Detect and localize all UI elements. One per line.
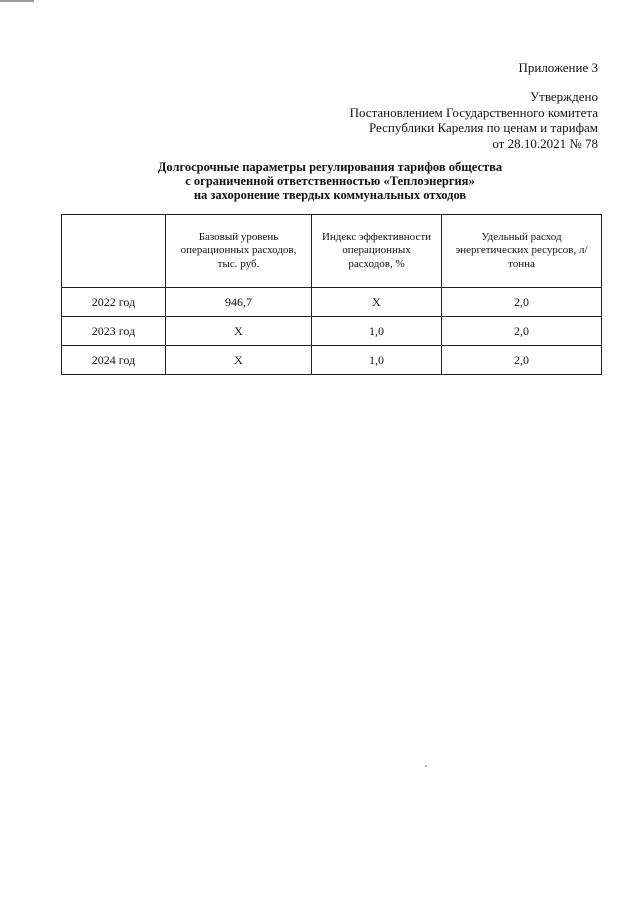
scan-corner-mark <box>0 0 34 2</box>
title-line: с ограниченной ответственностью «Теплоэнергия» <box>185 174 475 188</box>
appendix-label: Приложение 3 <box>518 60 598 75</box>
row-base-opex: Х <box>166 346 312 375</box>
table-header-row <box>62 215 602 288</box>
row-efficiency-index: 1,0 <box>312 346 442 375</box>
approval-line: Постановлением Государственного комитета <box>349 104 598 120</box>
header-cell-efficiency-index: Индекс эффективности операционных расходов, % <box>312 215 442 288</box>
row-year: 2023 год <box>62 317 166 346</box>
row-energy-consumption: 2,0 <box>442 288 602 317</box>
table-row <box>62 317 602 346</box>
row-efficiency-index: 1,0 <box>312 317 442 346</box>
row-year: 2022 год <box>62 288 166 317</box>
approval-line: Республики Карелия по ценам и тарифам <box>368 120 598 135</box>
header-cell-base-opex: Базовый уровень операционных расходов, тыс. руб. <box>166 215 312 288</box>
document-title <box>60 160 600 202</box>
header-cell-energy-consumption: Удельный расход энергетических ресурсов, л/тонна <box>442 215 602 288</box>
parameters-table <box>61 214 602 375</box>
table-row <box>62 346 602 375</box>
row-base-opex: 946,7 <box>166 288 312 317</box>
row-energy-consumption: 2,0 <box>442 346 602 375</box>
scan-speck <box>425 765 427 767</box>
row-year: 2024 год <box>62 346 166 375</box>
approval-line: Утверждено <box>529 89 598 104</box>
table-row <box>62 288 602 317</box>
title-line: Долгосрочные параметры регулирования тарифов общества <box>157 160 503 174</box>
approval-date-line: от 28.10.2021 № 78 <box>492 135 598 151</box>
title-line: на захоронение твердых коммунальных отходов <box>193 188 467 202</box>
row-efficiency-index: Х <box>312 288 442 317</box>
row-energy-consumption: 2,0 <box>442 317 602 346</box>
row-base-opex: Х <box>166 317 312 346</box>
header-cell-year <box>62 215 166 288</box>
approval-block <box>350 89 598 151</box>
